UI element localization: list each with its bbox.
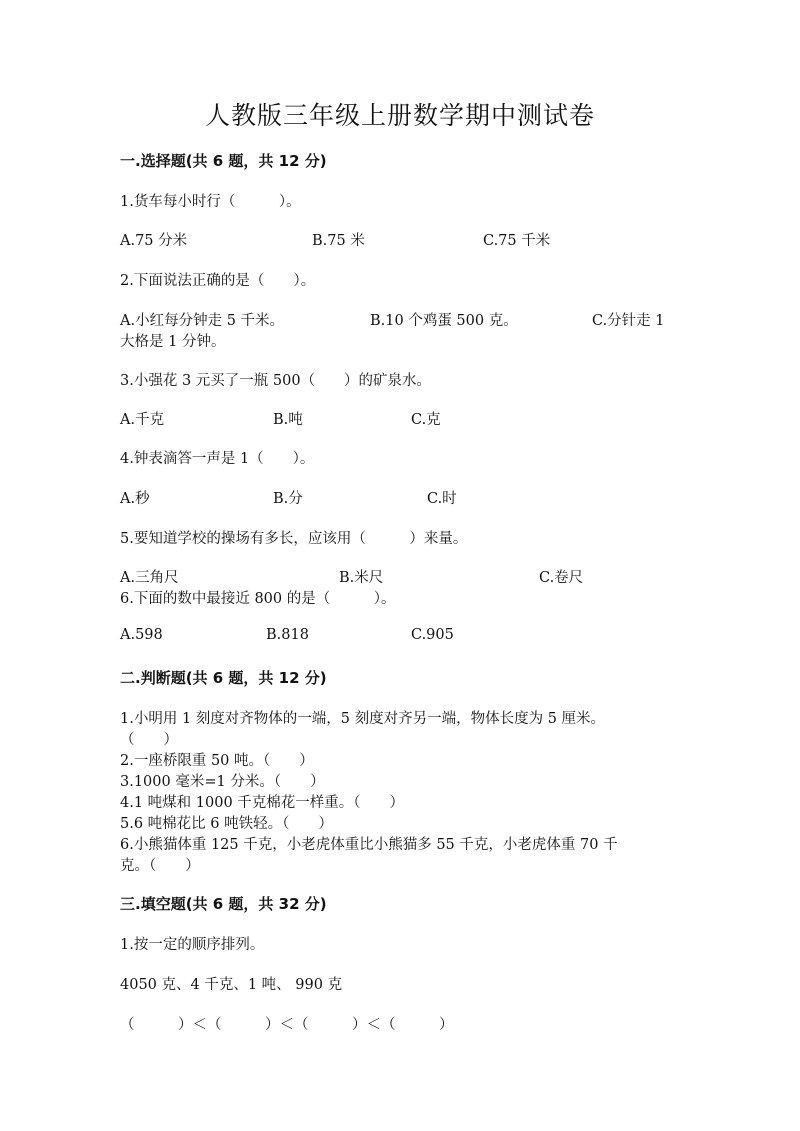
option-a: A.千克 bbox=[120, 412, 165, 428]
option-b: B.10 个鸡蛋 500 克。 bbox=[370, 313, 518, 329]
question-text: 3.小强花 3 元买了一瓶 500（ ）的矿泉水。 bbox=[120, 373, 432, 389]
section-heading-fill-in: 三.填空题(共 6 题，共 32 分) bbox=[120, 895, 327, 913]
section-heading-judgment: 二.判断题(共 6 题，共 12 分) bbox=[120, 669, 327, 687]
values-list: 4050 克、4 千克、1 吨、 990 克 bbox=[120, 977, 343, 993]
question-text: 6.下面的数中最接近 800 的是（ ）。 bbox=[120, 591, 396, 607]
statement-blank: （ ） bbox=[120, 732, 178, 748]
option-b: B.吨 bbox=[273, 412, 303, 428]
question-text: 1.按一定的顺序排列。 bbox=[120, 937, 265, 953]
question-text: 5.要知道学校的操场有多长，应该用（ ）来量。 bbox=[120, 531, 468, 547]
option-b: B.75 米 bbox=[312, 233, 365, 249]
option-c: C.卷尺 bbox=[539, 570, 584, 586]
option-b: B.818 bbox=[266, 627, 309, 643]
option-a: A.小红每分钟走 5 千米。 bbox=[120, 313, 285, 329]
statement-text: 5.6 吨棉花比 6 吨铁轻。（ ） bbox=[120, 816, 333, 832]
option-c: C.分针走 1 bbox=[592, 313, 665, 329]
option-a: A.三角尺 bbox=[120, 570, 179, 586]
option-c-continued: 大格是 1 分钟。 bbox=[120, 334, 226, 350]
option-c: C.905 bbox=[411, 627, 454, 643]
option-a: A.秒 bbox=[120, 491, 150, 507]
option-c: C.时 bbox=[427, 491, 457, 507]
statement-text: 1.小明用 1 刻度对齐物体的一端，5 刻度对齐另一端，物体长度为 5 厘米。 bbox=[120, 711, 606, 727]
question-text: 4.钟表滴答一声是 1（ ）。 bbox=[120, 451, 315, 467]
statement-text: 6.小熊猫体重 125 千克，小老虎体重比小熊猫多 55 千克，小老虎体重 70 千 bbox=[120, 837, 618, 853]
statement-text: 3.1000 毫米=1 分米。（ ） bbox=[120, 774, 325, 790]
section-heading-choice: 一.选择题(共 6 题，共 12 分) bbox=[120, 152, 327, 170]
option-c: C.克 bbox=[411, 412, 441, 428]
page-title: 人教版三年级上册数学期中测试卷 bbox=[204, 101, 595, 130]
question-text: 2.下面说法正确的是（ ）。 bbox=[120, 273, 316, 289]
option-a: A.598 bbox=[120, 627, 163, 643]
statement-text: 2.一座桥限重 50 吨。（ ） bbox=[120, 753, 314, 769]
option-c: C.75 千米 bbox=[483, 233, 551, 249]
statement-text-continued: 克。（ ） bbox=[120, 858, 200, 874]
ordering-blanks: （ ）＜（ ）＜（ ）＜（ ） bbox=[120, 1017, 454, 1033]
option-b: B.分 bbox=[273, 491, 303, 507]
option-b: B.米尺 bbox=[339, 570, 384, 586]
option-a: A.75 分米 bbox=[120, 233, 188, 249]
statement-text: 4.1 吨煤和 1000 千克棉花一样重。（ ） bbox=[120, 795, 405, 811]
question-text: 1.货车每小时行（ ）。 bbox=[120, 194, 301, 210]
